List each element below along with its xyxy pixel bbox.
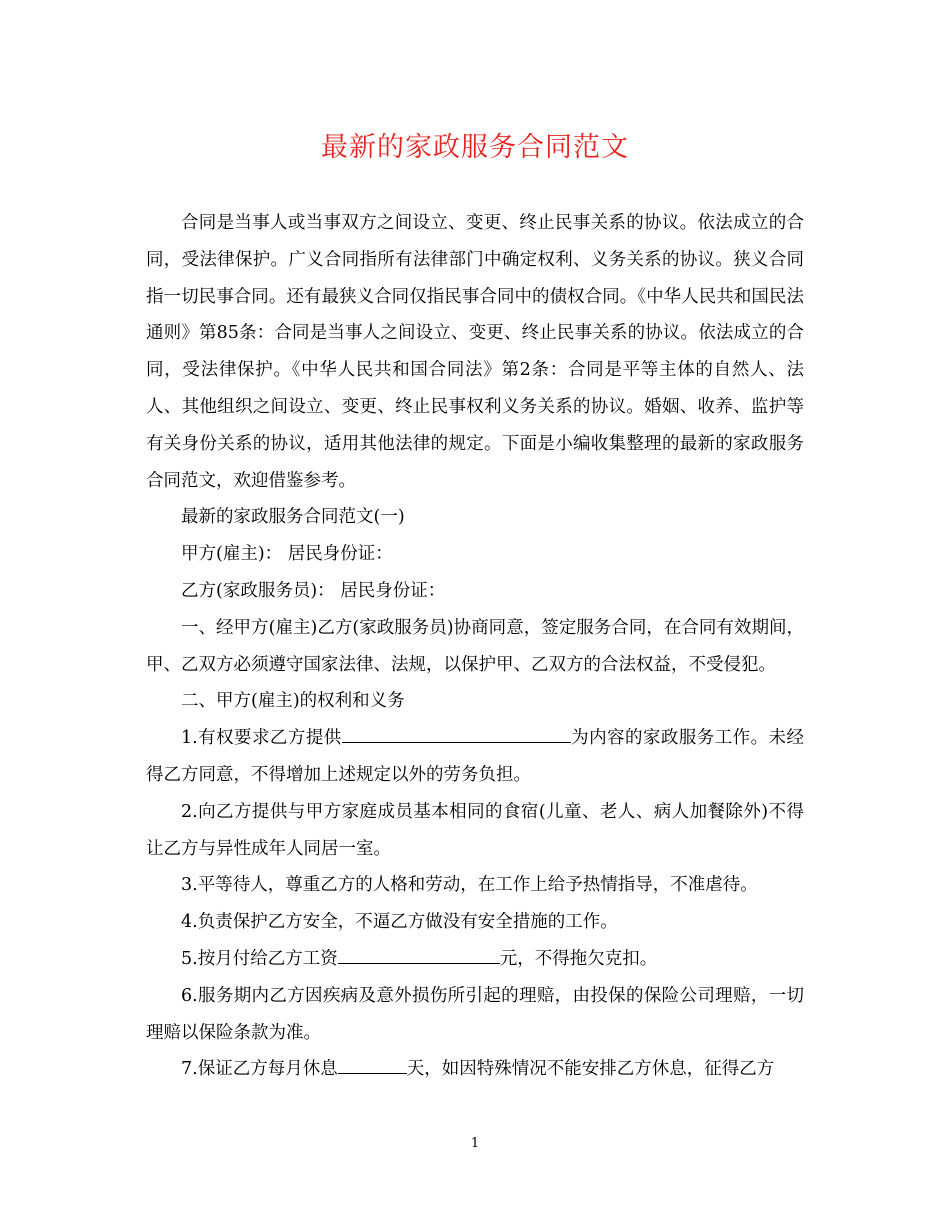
item-four: 4.负责保护乙方安全，不逼乙方做没有安全措施的工作。 (181, 912, 618, 933)
page-number: 1 (470, 1136, 480, 1151)
item-one (146, 720, 804, 794)
document-title: 最新的家政服务合同范文 (321, 132, 629, 163)
party-a-line: 甲方(雇主)： 居民身份证： (181, 544, 393, 565)
item-one-after: 为内容的家政服务工作。未经得乙方同意，不得增加上述规定以外的劳务负担。 (146, 728, 805, 785)
item-three: 3.平等待人，尊重乙方的人格和劳动，在工作上给予热情指导，不准虐待。 (181, 875, 758, 896)
clause-one: 一、经甲方(雇主)乙方(家政服务员)协商同意，签定服务合同，在合同有效期间，甲、乙双方必须遵守国家法律、法规，以保护甲、乙双方的合法权益，不受侵犯。 (146, 617, 804, 675)
document-body (146, 205, 804, 1088)
item-six: 6.服务期内乙方因疾病及意外损伤所引起的理赔，由投保的保险公司理赔，一切理赔以保险条款为准。 (146, 985, 804, 1043)
item-five-after: 元，不得拖欠克扣。 (499, 948, 658, 969)
item-two: 2.向乙方提供与甲方家庭成员基本相同的食宿(儿童、老人、病人加餐除外)不得让乙方与异性成年人同居一室。 (146, 801, 804, 859)
item-seven-before: 7.保证乙方每月休息 (181, 1059, 338, 1080)
item-seven (146, 1051, 804, 1088)
salary-blank (338, 943, 500, 964)
section-title: 最新的家政服务合同范文(一) (181, 507, 405, 528)
rest-days-blank (338, 1053, 407, 1074)
item-five-before: 5.按月付给乙方工资 (181, 948, 338, 969)
intro-paragraph: 合同是当事人或当事双方之间设立、变更、终止民事关系的协议。依法成立的合同，受法律保护。广义合同指所有法律部门中确定权利、义务关系的协议。狭义合同指一切民事合同。还有最狭义合同仅指民事合同中的债权合同。《中华人民共和国民法通则》第85条：合同是当事人之间设立、变更、终止民事关系的协议。依法成立的合同，受法律保护。《中华人民共和国合同法》第2条：合同是平等主体的自然人、法人、其他组织之间设立、变更、终止民事权利义务关系的协议。婚姻、收养、监护等有关身份关系的协议，适用其他法律的规定。下面是小编收集整理的最新的家政服务合同范文，欢迎借鉴参考。 (146, 213, 804, 491)
party-b-line: 乙方(家政服务员)： 居民身份证： (181, 580, 446, 601)
item-five (146, 941, 804, 978)
item-seven-after: 天，如因特殊情况不能安排乙方休息，征得乙方 (406, 1059, 775, 1080)
service-content-blank (342, 722, 571, 743)
clause-two-title: 二、甲方(雇主)的权利和义务 (181, 691, 405, 712)
item-one-before: 1.有权要求乙方提供 (181, 728, 342, 749)
